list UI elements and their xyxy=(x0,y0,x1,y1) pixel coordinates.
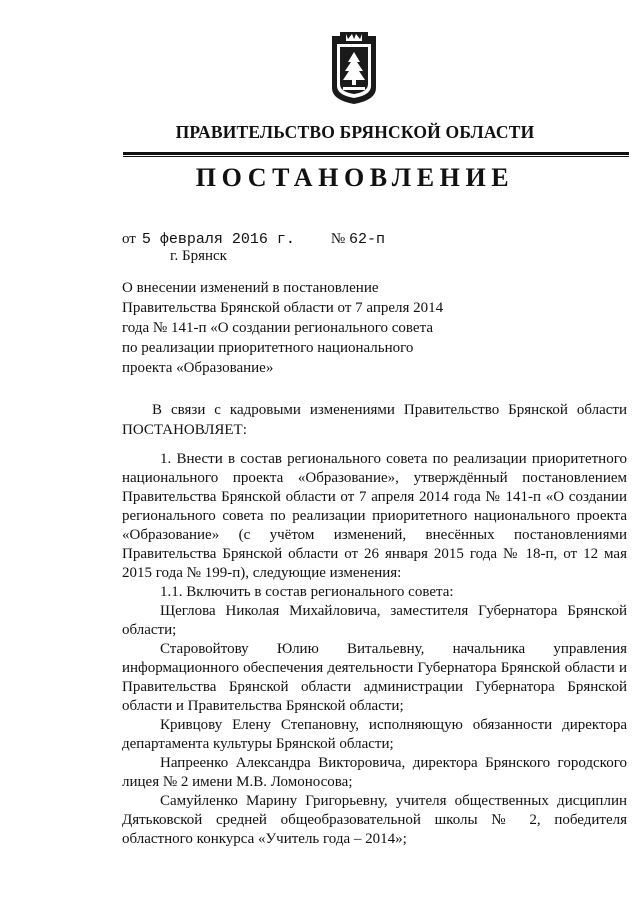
preamble: В связи с кадровыми изменениями Правительство Брянской области ПОСТАНОВЛЯЕТ: xyxy=(122,402,627,438)
date-number-line xyxy=(122,231,385,248)
member-item: Самуйленко Марину Григорьевну, учителя общественных дисциплин Дятьковской средней общеобразовательной школы № 2, победителя областного конкурса «Учитель года – 2014»; xyxy=(122,793,627,847)
document-body xyxy=(122,450,627,849)
date-prefix: от xyxy=(122,231,136,247)
city: г. Брянск xyxy=(170,248,227,264)
paragraph-1-1: 1.1. Включить в состав регионального совета: xyxy=(160,584,454,600)
document-number: 62-п xyxy=(348,231,385,248)
document-date: 5 февраля 2016 г. xyxy=(141,231,295,248)
document-type: ПОСТАНОВЛЕНИЕ xyxy=(195,163,515,192)
coat-of-arms-icon xyxy=(330,30,378,106)
header-divider-thin xyxy=(123,156,629,157)
member-item: Щеглова Николая Михайловича, заместителя Губернатора Брянской области; xyxy=(122,603,627,638)
member-item: Старовойтову Юлию Витальевну, начальника управления информационного обеспечения деятельности Губернатора Брянской области и Правительства Брянской области администрации Губернатора Брянской области и Правительства Брянской области; xyxy=(122,641,627,714)
member-item: Напреенко Александра Викторовича, директора Брянского городского лицея № 2 имени М.В. Ломоносова; xyxy=(122,755,627,790)
organization-title: ПРАВИТЕЛЬСТВО БРЯНСКОЙ ОБЛАСТИ xyxy=(175,122,535,142)
header-divider-thick xyxy=(123,152,629,155)
paragraph-1: 1. Внести в состав регионального совета по реализации приоритетного национального проекта «Образование», утверждённый постановлением Правительства Брянской области от 7 апреля 2014 года № 141-п «О создании регионального совета по реализации приоритетного национального проекта «Образование» (с учётом изменений, внесённых постановлениями Правительства Брянской области от 26 января 2015 года № 18-п, от 12 мая 2015 года № 199-п), следующие изменения: xyxy=(122,451,627,581)
document-subject: О внесении изменений в постановление Правительства Брянской области от 7 апреля 2014 года № 141-п «О создании регионального совета по реализации приоритетного национального проекта «Образование» xyxy=(122,280,444,376)
member-item: Кривцову Елену Степановну, исполняющую обязанности директора департамента культуры Брянской области; xyxy=(122,717,627,752)
number-label: № xyxy=(330,231,346,247)
